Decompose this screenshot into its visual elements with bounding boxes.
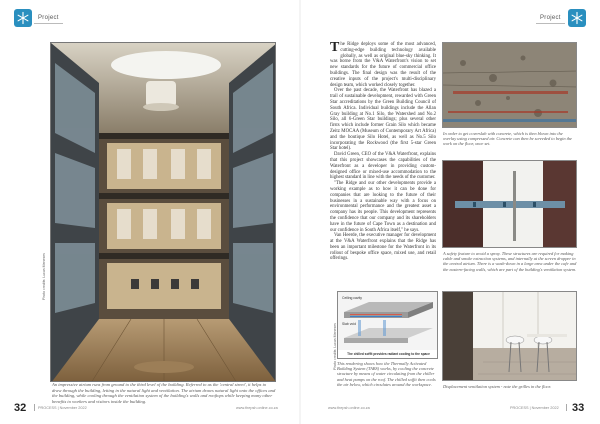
footer-divider [34,404,35,411]
article-paragraph: Van Heerde, the executive manager for development at the V&A Waterfront explains that the Ridge has been an important milestone for the Waterfront in its rollout of bespoke office space, mixed use, and retail offerings. [330,233,436,262]
footer-mag-left: PROCESS | November 2022 [38,406,87,410]
tabs-diagram [337,291,438,359]
interior-stools-photo [442,291,577,381]
diagram-caption: The chilled soffit provides radiant cooling to the space [347,352,430,356]
facade-bracket-photo [442,160,577,248]
article-body [330,42,436,262]
article-paragraph: The Ridge deploys some of the most advanced, cutting-edge building technology available globally, as well as original blue-sky thinking. It was borne from the V&A Waterfront's vision to set new standards for the future of commercial office buildings. The final design was the result of the creative inputs of the project's multi-disciplinary design team, which worked closely together. [330,40,436,88]
snowflake-icon [14,9,32,27]
article-paragraph: "The Ridge and our other developments provide a working example as to how it can be done for companies that are looking to the future of their businesses in a sustainable way with a focus on environmental performance and the greatest asset a company has its people. This development represents the confidence that our company and its shareholders have in the future of Cape Town as a destination and our confidence in South Africa itself," he says. [330,181,436,233]
page-gutter [299,0,301,424]
construction-slab-photo [442,42,577,128]
atrium-caption: An impressive atrium runs from ground to the third level of the building. Referred to as the 'central street', it helps to draw through the building, letting in the natural light and ventilation. The atrium draws natural light onto the offices and the building, while cooling through the ventilation system of the building's walls and rooftops while keeping many other benefits to workers and visitors inside the building. [52,382,276,404]
diagram-label: Ceiling cavity [342,296,362,300]
footer-divider [566,404,567,411]
footer-url-right: www.thepsh.online.co.za [328,406,370,410]
photo-credit-right: Photo credits: Lucas Meneses [333,323,337,370]
tabs-caption: This rendering shows how the Thermally Activated Building System (TABS) works, by cooling the concrete structure by means of water circulating from the chiller and heat pumps on the roof. The chilled soffit then cools the air below, which circulates around the workspace. [337,361,436,387]
snowflake-icon [568,9,586,27]
footer-mag-right: PROCESS | November 2022 [510,406,559,410]
page-number-left: 32 [14,402,27,414]
drop-cap: T [330,40,340,55]
bracket-caption: A safety feature to avoid a spray. These structures are required for making cable and smoke extraction systems, and internally at the screen dropper in the central atrium. There is a wash-down in a large area under the cafe and the eastern-facing walls, which are part of the building's ventilation system. [443,251,577,272]
construction-caption: In order to get coverslab with concrete, which is then blown into the overlay using compressed air. Concrete can then be screeded to begin the work on the floor, once set. [443,131,573,147]
section-label-right: Project [536,13,565,24]
section-label-left: Project [34,13,63,24]
atrium-photo [50,42,276,382]
article-paragraph: Over the past decade, the Waterfront has blazed a trail of sustainable development, rewarded with Green Star accreditations by the Green Building Council of South Africa. Individual buildings include the Allan Gray building at No.1 Silo, the Watershed and No.2 Silo, all 6-Green Star buildings; plus several other firsts which include former Grain Silo which became Zeitz MOCAA (Museum of Contemporary Art Africa) and the boutique Silo Hotel, as well as No.5 Silo incorporating the Rockwood (the first 5-star Green Star hotel). [330,88,436,152]
interior-caption: Displacement ventilation system - note the grilles in the floor. [443,384,552,389]
photo-credit-left: Photo credits: Lucas Meneses [42,253,46,300]
diagram-label: Slab void [342,322,356,326]
page-number-right: 33 [572,402,585,414]
article-paragraph: David Green, CEO of the V&A Waterfront, explains that this project showcases the capabilities of the Waterfront as a developer in providing custom-designed office or mixed-use accommodation to the highest standard in line with the needs of the customer. [330,152,436,181]
footer-url-left: www.thepsh.online.co.za [236,406,278,410]
